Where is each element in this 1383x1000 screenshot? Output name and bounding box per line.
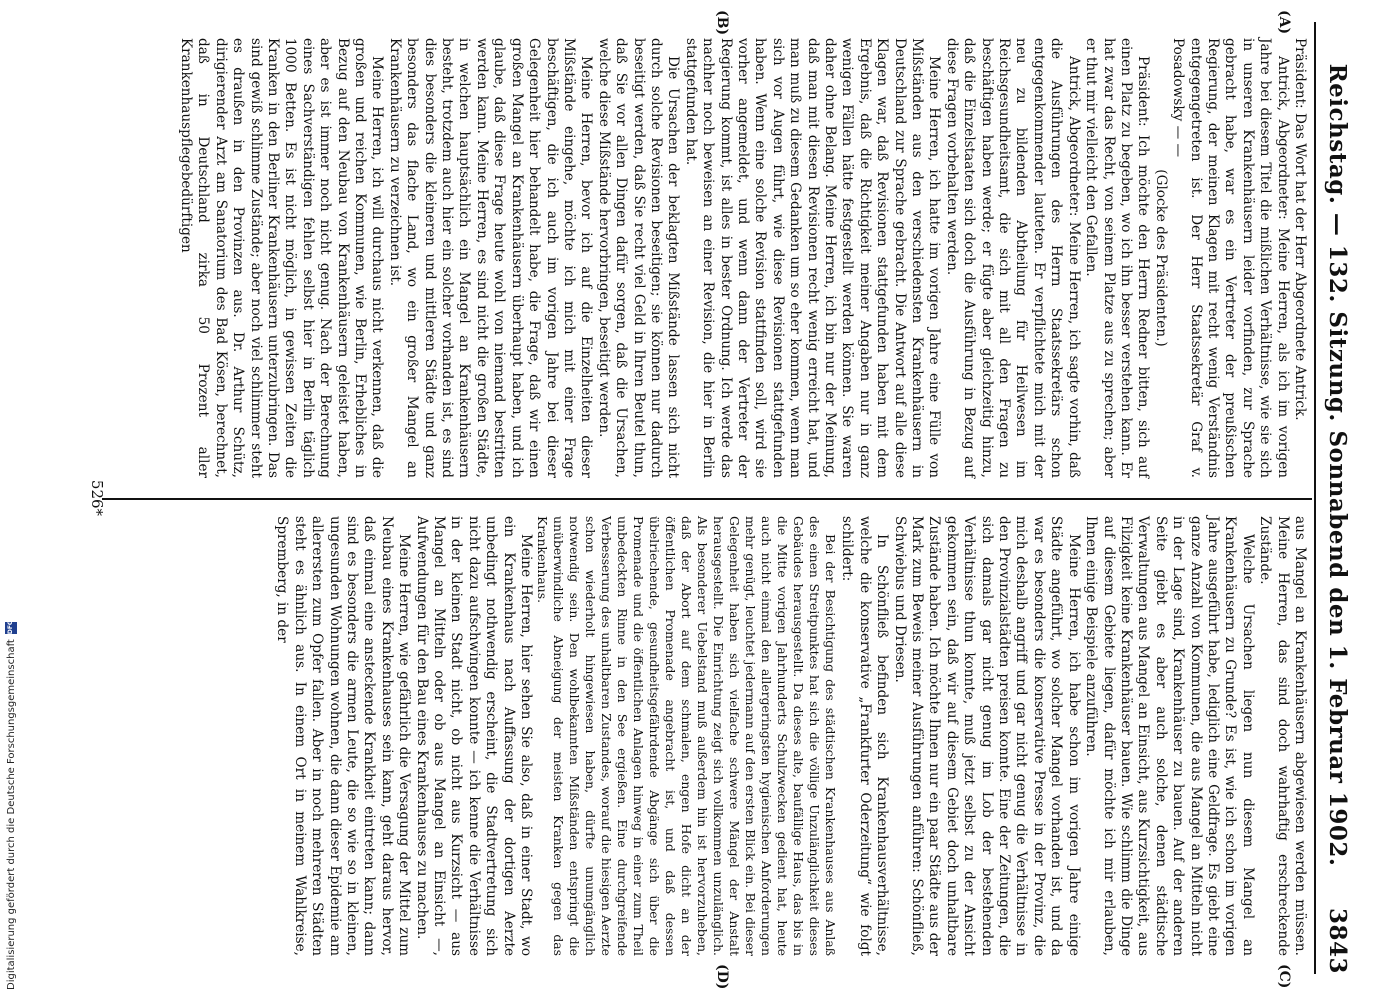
header-page-number: 3843 [1324, 907, 1352, 974]
margin-mark-c: (C) [1276, 964, 1292, 989]
left-column [177, 38, 1308, 478]
paragraph: Meine Herren, ich will durchaus nicht verkennen, daß die großen und reichen Kommunen, wie Berlin, Erhebliches in Bezug auf den Neubau von Krankenhäusern geleistet haben, aber es ist immer noch nicht genug. Nach der Berechnung eines Sachverständigen fehlen selbst hier in Berlin täglich 1000 Betten. Es ist nicht möglich, in gewissen Zeiten die Kranken in den Berliner Krankenhäusern unterzubringen. Das sind gewiß schlimme Zustände; aber noch viel schlimmer steht es draußen in den Provinzen aus. Dr. Arthur Schütz, dirigierender Arzt am Sanatorium des Bad Kösen, berechnet, daß in Deutschland zirka 50 Prozent aller Krankenhauspflegebedürftigen [178, 38, 386, 478]
paragraph: Meine Herren, ich habe schon im vorigen Jahre einige Städte angeführt, wo solcher Mangel vorhanden ist, und da war es besonders die konservative Presse in der Provinz, die mich deshalb angriff und gar nicht genug die Verhältnisse in den Provinzialstädten preisen konnte. Eine der Zeitungen, die sich damals gar nicht genug im Lob der bestehenden Verhältnisse thun konnte, muß jetzt selbst zu der Ansicht gekommen sein, daß wir auf diesem Gebiet doch unhaltbare Zustände haben. Ich möchte Ihnen nur ein paar Städte aus der Mark zum Beweis meiner Ausführungen anführen: Schönfließ, Schwiebus und Driesen. [891, 516, 1082, 956]
paragraph: In Schönfließ befinden sich Krankenhausverhältnisse, welche die konservative „Frankfurter Oderzeitung“ wie folgt schildert: [839, 516, 891, 956]
paragraph: Die Ursachen der beklagten Mißstände lassen sich nicht durch solche Revisionen beseitigen; sie können nur dadurch beseitigt werden, daß Sie recht viel Geld in Ihren Beutel thun, daß Sie vor allen Dingen dafür sorgen, daß die Ursachen, welche diese Mißstände hervorbringen, beseitigt werden. [595, 38, 682, 478]
paragraph: aus Mangel an Krankenhäusern abgewiesen werden müssen. Meine Herren, das sind doch wahrhaftig erschreckende Zustände. [1257, 516, 1308, 956]
credit-text: Digitalisierung gefördert durch die Deutsche Forschungsgemeinschaft [5, 639, 17, 990]
paragraph: Meine Herren, ich hatte im vorigen Jahre eine Fülle von Mißständen aus den verschiedensten Krankenhäusern in Deutschland zur Sprache gebracht. Die Antwort auf alle diese Klagen war, daß Revisionen stattgefunden haben mit dem Ergebnis, daß die Richtigkeit meiner Angaben nur in ganz wenigen Fällen hätte festgestellt werden können. Sie waren daher ohne Belang. Meine Herren, ich bin nur der Meinung, daß man mit diesen Revisionen recht wenig erreicht hat, und man muß zu diesem Gedanken um so eher kommen, wenn man sich vor Augen führt, wie diese Revisionen stattgefunden haben. Wenn eine solche Revision stattfinden soll, wird sie vorher angemeldet, und wenn dann der Vertreter der Regierung kommt, ist alles in bester Ordnung. Ich werde das nachher noch beweisen an einer Revision, die hier in Berlin stattgefunden hat. [682, 38, 943, 478]
dfg-logo-icon: DFG [5, 622, 17, 634]
paragraph: Antrick, Abgeordneter: Meine Herren, als ich im vorigen Jahre bei diesem Titel die mißlichen Verhältnisse, wie sie sich in unseren Krankenhäusern leider vorfinden, zur Sprache gebracht habe, war es ein Vertreter der preußischen Regierung, der meinen Klagen mit recht wenig Verständnis entgegengetreten ist. Der Herr Staatssekretär Graf v. Posadowsky — — [1170, 38, 1291, 478]
right-column [273, 516, 1308, 956]
page-header [1314, 22, 1360, 974]
paragraph: Antrick, Abgeordneter: Meine Herren, ich sagte vorhin, daß die Ausführungen des Herrn Staatssekretärs schon entgegenkommender lauteten. Er verpflichtete mich mit der neu zu bildenden Abtheilung für Heilwesen im Reichsgesundheitsamt, die sich mit all den Fragen zu beschäftigen haben werde; er fügte aber gleichzeitig hinzu, daß die Einzelstaaten sich doch die Ausführung in Bezug auf diese Fragen vorbehalten werden. [943, 38, 1082, 478]
paragraph: Meine Herren, bevor ich auf die Einzelheiten dieser Mißstände eingehe, möchte ich mich mit einer Frage beschäftigen, die ich auch im vorigen Jahre bei dieser Gelegenheit hier behandelt habe, die Frage, daß wir einen großen Mangel an Krankenhäusern überhaupt haben, und ich glaube, daß diese Frage heute wohl von niemand bestritten werden kann. Meine Herren, es sind nicht die großen Städte, in welchen hauptsächlich ein Mangel an Krankenhäusern besteht, trotzdem auch hier ein solcher vorhanden ist, es sind dies besonders die kleineren und mittleren Städte und ganz besonders das flache Land, wo ein großer Mangel an Krankenhäusern zu verzeichnen ist. [386, 38, 595, 478]
header-title: Reichstag. — 132. Sitzung. Sonnabend den 1. Februar 1902. [1324, 63, 1352, 867]
paragraph: Meine Herren, wie gefährlich die Versagung der Mittel zum Neubau eines Krankenhauses sein kann, geht daraus hervor, daß einmal eine ansteckende Krankheit eintreten kann; dann sind es besonders die armen Leute, die so wie so in kleinen, ungesunden Wohnungen wohnen, die dann dieser Epidemie am allerersten zum Opfer fallen. Aber in noch mehreren Städten steht es ähnlich aus. In einem Ort in meinem Wahlkreise, Spremberg, in der [274, 516, 413, 956]
paragraph: Bei der Besichtigung des städtischen Krankenhauses aus Anlaß des einen Streitpunktes hat sich die völlige Unzulänglichkeit dieses Gebäudes herausgestellt. Da dieses alte, baufällige Haus, das bis in die Mitte vorigen Jahrhunderts Schulzwecken gedient hat, heute auch nicht einmal den allergeringsten hygienischen Anforderungen mehr genügt, leuchtet jedermann auf den ersten Blick ein. Bei dieser Gelegenheit haben sich vielfache schwere Mängel der Anstalt herausgestellt. Die Einrichtung zeigt sich vollkommen unzulänglich. Als besonderer Uebelstand muß außerdem hin ist hervorzuheben, daß der Abort auf dem schmalen, engen Hofe dicht an der öffentlichen Promenade angebracht ist, und daß dessen übelriechende, gesundheitsgefährdende Abgänge sich über die Promenade und die öffentlichen Anlagen hinweg in einer zum Theil unbedeckten Rinne in den See ergießen. Eine durchgreifende Verbesserung des unhaltbaren Zustandes, worauf die hiesigen Aerzte schon wiederholt hingewiesen haben, dürfte unumgänglich notwendig sein. Den wohlbekannten Mißständen entspringt die unüberwindliche Abneigung der meisten Kranken gegen das Krankenhaus. [535, 516, 839, 956]
margin-mark-a: (A) [1276, 10, 1292, 35]
page-footer-number: 526* [88, 479, 106, 517]
margin-mark-b: (B) [714, 10, 730, 36]
paragraph: Präsident: Ich möchte den Herrn Redner bitten, sich auf einen Platz zu begeben, wo ich ihn besser verstehen kann. Er hat zwar das Recht, von seinem Platze aus zu sprechen; aber er thut mir vielleicht den Gefallen. [1083, 38, 1152, 478]
paragraph: Präsident: Das Wort hat der Herr Abgeordnete Antrick. [1292, 38, 1308, 421]
margin-mark-d: (D) [714, 964, 730, 990]
document-page [80, 8, 1370, 988]
digitization-credit [4, 350, 18, 990]
paragraph: Welche Ursachen liegen nun diesem Mangel an Krankenhäusern zu Grunde? Es ist, wie ich schon im vorigen Jahre ausgeführt habe, lediglich eine Geldfrage. Es giebt eine ganze Anzahl von Kommunen, die aus Mangel an Mitteln nicht in der Lage sind, Krankenhäuser zu bauen. Auf der anderen Seite giebt es aber auch solche, denen städtische Verwaltungen aus Mangel an Einsicht, aus Kurzsichtigkeit, aus Filzigkeit keine Krankenhäuser bauen. Wie schlimm die Dinge auf diesem Gebiete liegen, dafür möchte ich mir erlauben, Ihnen einige Beispiele anzuführen. [1083, 516, 1256, 956]
paragraph: (Glocke des Präsidenten.) [1152, 169, 1169, 347]
paragraph: Meine Herren, hier sehen Sie also, daß in einer Stadt, wo ein Krankenhaus nach Auffassung der dortigen Aerzte unbedingt nothwendig erscheint, die Stadtvertretung sich nicht dazu aufschwingen konnte — ich kenne die Verhältnisse in der kleinen Stadt nicht, ob nicht aus Kurzsicht — aus Mangel an Mitteln oder ob aus Mangel an Einsicht —, Aufwendungen für den Bau eines Krankenhauses zu machen. [413, 516, 535, 956]
column-divider [102, 498, 1312, 500]
